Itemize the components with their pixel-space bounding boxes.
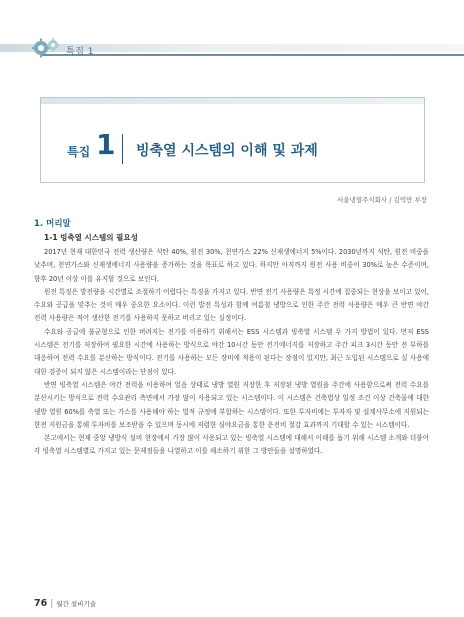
subsection-heading: 1-1 빙축열 시스템의 필요성 — [44, 233, 138, 242]
paragraph: 2017년 현재 대한민국 전력 생산량은 석탄 40%, 원전 30%, 천연가스 22% 신재생에너지 5%이다. 2030년까지 석탄, 원전 비중을 낮추며, 천연가스와 신재생에너지 사용량을 증가하는 것을 목표로 하고 있다. 하지만 아직까지 원전 사용 비중이 30%로 높은 수준이며, 향후 20년 이상 이를 유지할 것으로 보인다. — [34, 248, 429, 283]
paragraph: 원전 특징은 발전량을 시간별로 조절하기 어렵다는 특징을 가지고 있다. 반면 전기 사용량은 특정 시간에 집중되는 현상을 보이고 있어, 수요와 공급을 맞추는 것이 매우 중요한 요소이다. 이런 발전 특성과 함께 여름철 냉방으로 인한 주간 전력 사용량은 매우 큰 반면 야간 전력 사용량은 적어 생산한 전기를 사용하지 못하고 버리고 있는 실정이다. — [34, 287, 429, 323]
magazine-name: 월간 설비기술 — [56, 600, 97, 608]
paragraph: 수요와 공급에 불균형으로 인한 버려지는 전기를 이용하기 위해서는 ESS 시스템과 빙축열 시스템 두 가지 방법이 있다. 먼저 ESS 시스템은 전기를 저장하여 필요한 시간에 사용하는 방식으로 야간 10시간 동안 전기에너지를 저장하고 주간 피크 3시간 동안 전 부하를 대응하여 전력 수요를 분산하는 방식이다. 전기를 사용하는 모든 장비에 적용이 된다는 장점이 있지만, 최근 도입된 시스템으로 실 사용에 대한 검증이 되지 않은 시스템이라는 단점이 있다. — [34, 327, 429, 376]
gear-icon — [32, 36, 62, 58]
article-title: 빙축열 시스템의 이해 및 과제 — [136, 143, 318, 159]
title-divider — [122, 134, 123, 164]
header-rule — [40, 54, 464, 56]
page-number: 76 — [34, 598, 48, 609]
title-box-accent — [41, 98, 424, 104]
author-byline: 서울냉열주식회사 / 김억만 부장 — [336, 196, 427, 204]
title-box — [40, 97, 425, 183]
body-text — [34, 246, 429, 459]
feature-number: 1 — [96, 128, 116, 161]
footer-separator: | — [50, 599, 54, 609]
feature-label: 특집 — [67, 145, 91, 159]
paragraph: 본고에서는 현재 중앙 냉방식 설비 현장에서 가장 많이 사용되고 있는 빙축열 시스템에 대해서 이해를 돕기 위해 시스템 소개와 더불어 각 빙축열 시스템별로 가지고 있는 문제점들을 나열하고 이를 해소하기 위한 그 방안들을 설명하였다. — [34, 434, 429, 456]
page-footer — [34, 598, 96, 609]
page-header — [0, 0, 464, 62]
section-label: 특집 1 — [66, 47, 94, 57]
section-heading: 1. 머리말 — [34, 219, 71, 229]
paragraph: 반면 빙축열 시스템은 야간 전력을 이용하여 얼음 상태로 냉방 열원 저장한 후 저장된 냉방 열원을 주간에 사용함으로써 전력 수요를 분산시키는 방식으로 전력 수요관리 측면에서 가장 많이 사용되고 있는 시스템이다. 이 시스템은 건축법상 일정 조건 이상 건축물에 대한 냉방 열원 60%를 축열 또는 가스를 사용해야 하는 법적 규정에 부합하는 시스템이다. 또한 투자비에는 투자자 및 설계사무소에 지원되는 한전 지원금을 통해 투자비를 보조받을 수 있으며 동시에 저렴한 심야요금을 통한 운전비 절감 효과까지 기대할 수 있는 시스템이다. — [34, 380, 429, 429]
